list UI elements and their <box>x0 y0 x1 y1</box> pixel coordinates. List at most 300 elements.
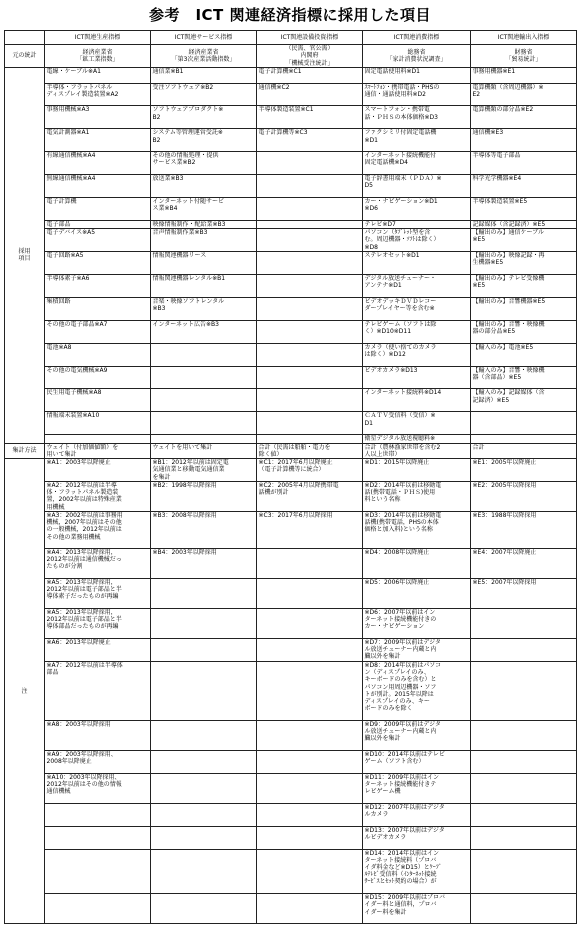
item-row <box>5 297 577 320</box>
item-row <box>5 83 577 106</box>
cell-line: 衛星デジタル放送視聴料※ <box>364 435 436 443</box>
cell-line: 情報関連機器レンタル※B1 <box>152 275 226 283</box>
cell-line: ｻｰﾋﾞｽとｾｯﾄ契約の場合）が <box>364 878 437 886</box>
item-cell <box>45 435 151 443</box>
item-cell <box>363 220 471 228</box>
item-cell <box>257 275 363 298</box>
cell-line: インターネット接続料※D14 <box>364 389 442 397</box>
cell-line: 2008年以降廃止 <box>46 758 92 766</box>
cell-line: 用機械 <box>46 503 65 511</box>
item-cell <box>363 366 471 389</box>
cell-line: イダー料と通信料，プロバ <box>364 901 437 909</box>
item-row <box>5 106 577 129</box>
cell-line: インターネット広告※B3 <box>152 320 219 328</box>
note-cell <box>151 720 257 750</box>
cell-line: D5 <box>364 182 373 190</box>
note-cell <box>151 849 257 894</box>
cell-line: ソフトウェアプロダクト※ <box>152 106 224 114</box>
cell-line: 通信業※B1 <box>152 68 184 75</box>
item-cell <box>363 152 471 175</box>
cell-line: 集積回路 <box>46 297 71 305</box>
cell-line: 電子回路※A5 <box>46 252 84 260</box>
column-header: ICT関連設備投資指標 <box>257 31 363 45</box>
cell-line: 財務省 <box>514 48 533 56</box>
cell-line: む。周辺機器・ｿﾌﾄは除く） <box>364 236 440 244</box>
cell-line: カメラ（使い捨てのカメラ <box>364 343 437 351</box>
cell-line: 電子計算機等※C3 <box>258 129 308 137</box>
note-cell <box>257 720 363 750</box>
note-cell <box>471 826 577 849</box>
item-cell <box>45 152 151 175</box>
cell-line: 話機が別計 <box>258 489 289 497</box>
note-cell <box>45 609 151 639</box>
row-label-source: 元の統計 <box>5 45 45 68</box>
item-row <box>5 389 577 412</box>
cell-line: 部品 <box>46 669 59 677</box>
cell-line: ※A4：2013年以降採用， <box>46 549 117 557</box>
note-cell <box>45 826 151 849</box>
cell-line: 半導体製造装置※C1 <box>258 106 314 114</box>
item-cell <box>471 198 577 221</box>
cell-line: デジタル放送チューナー・ <box>364 275 436 283</box>
note-row <box>5 609 577 639</box>
cell-line: ﾙﾃﾚﾋﾞ受信料（ｲﾝﾀｰﾈｯﾄ接続 <box>364 871 437 879</box>
cell-line: ※E5：2007年以降採用 <box>472 579 537 587</box>
cell-line: ルカメラ <box>364 811 389 819</box>
item-cell <box>471 68 577 84</box>
item-row <box>5 68 577 84</box>
cell-line: 「機械受注統計」 <box>285 59 334 67</box>
note-cell <box>363 661 471 720</box>
item-cell <box>45 129 151 152</box>
note-row <box>5 826 577 849</box>
cell-line: ※B3：2008年以降採用 <box>152 512 217 520</box>
cell-line: ※A6：2013年以降廃止 <box>46 639 111 647</box>
item-cell <box>257 435 363 443</box>
cell-line: 導体素子だったものが再編 <box>46 593 119 601</box>
cell-line: 人以上世帯） <box>364 450 401 458</box>
note-cell <box>45 773 151 803</box>
cell-line: B2 <box>152 136 161 144</box>
cell-line: 2012年以前は電子部品と半 <box>46 586 122 594</box>
note-cell <box>471 459 577 482</box>
item-cell <box>151 229 257 252</box>
item-cell <box>471 106 577 129</box>
item-cell <box>257 220 363 228</box>
item-cell <box>45 343 151 366</box>
cell-line: ※D6 <box>364 205 378 213</box>
cell-line: その他の情報処理・提供 <box>152 152 219 160</box>
cell-line: ※D2：2014年以前は移動電 <box>364 482 442 490</box>
cell-line: 話(携帯電話・ＰＨＳ)使用 <box>364 489 436 497</box>
item-cell <box>257 252 363 275</box>
cell-line: 合計 <box>472 443 485 451</box>
cell-line: ルビデオカメラ <box>364 833 407 841</box>
item-cell <box>471 83 577 106</box>
item-cell <box>363 252 471 275</box>
cell-line: ステレオセット※D1 <box>364 252 420 260</box>
note-cell <box>257 482 363 512</box>
note-cell <box>151 639 257 662</box>
source-statistic <box>151 45 257 68</box>
item-cell <box>363 343 471 366</box>
note-cell <box>45 849 151 894</box>
column-header: ICT関連消費指標 <box>363 31 471 45</box>
cell-line: ※D14：2014年以前はイン <box>364 849 440 857</box>
cell-line: ※E1：2005年以降廃止 <box>472 459 537 467</box>
note-cell <box>257 579 363 609</box>
cell-line: 通信機械 <box>46 788 71 796</box>
item-row <box>5 152 577 175</box>
note-cell <box>45 549 151 579</box>
item-cell <box>151 366 257 389</box>
cell-line: ※D10：2014年以前はテレビ <box>364 750 445 758</box>
note-cell <box>257 826 363 849</box>
item-cell <box>151 83 257 106</box>
cell-line: インターネット接続機能付 <box>364 152 436 160</box>
item-cell <box>471 229 577 252</box>
note-cell <box>151 894 257 924</box>
cell-line: 電子計算機 <box>46 198 77 206</box>
note-row <box>5 459 577 482</box>
cell-line: 「鉱工業指数」 <box>76 56 119 63</box>
item-cell <box>257 106 363 129</box>
cell-line: ※A8：2003年以降採用 <box>46 720 111 728</box>
item-cell <box>363 198 471 221</box>
cell-line: 臓以外を集計 <box>364 735 401 743</box>
item-cell <box>257 320 363 343</box>
note-cell <box>257 849 363 894</box>
item-row <box>5 198 577 221</box>
item-cell <box>45 297 151 320</box>
cell-line: カー・ナビゲーション※D1 <box>364 198 438 206</box>
note-row <box>5 661 577 720</box>
cell-line: テレビ※D7 <box>364 220 396 228</box>
item-cell <box>45 106 151 129</box>
cell-line: ※A7：2012年以前は半導体 <box>46 661 123 669</box>
cell-line: 生機器※E5 <box>472 259 504 267</box>
item-cell <box>363 275 471 298</box>
note-cell <box>363 750 471 773</box>
note-cell <box>363 894 471 924</box>
note-cell <box>151 773 257 803</box>
cell-line: 置，2002年以前は特殊産業 <box>46 496 122 504</box>
item-cell <box>363 320 471 343</box>
cell-line: 器（含部品）※E5 <box>472 373 522 381</box>
item-cell <box>45 252 151 275</box>
cell-line: 記録媒体（含記録済）※E5 <box>472 220 546 228</box>
note-cell <box>363 482 471 512</box>
cell-line: ※D6：2007年以前はイン <box>364 609 436 617</box>
cell-line: スマートフォン・携帯電 <box>364 106 430 114</box>
item-cell <box>363 229 471 252</box>
cell-line: ※A10：2003年以降採用、 <box>46 773 121 781</box>
item-cell <box>257 389 363 412</box>
cell-line: ※A5：2013年以降採用， <box>46 609 117 617</box>
item-cell <box>471 389 577 412</box>
cell-line: ダープレイヤー等を含む※ <box>364 305 435 313</box>
cell-line: イダ料金など※D15）とｹｰﾌﾞ <box>364 864 442 871</box>
note-row <box>5 720 577 750</box>
cell-line: ウェイトを用いて集計 <box>152 443 213 451</box>
cell-line: の一般機械，2012年以前は <box>46 526 122 534</box>
row-label-line: 採用 <box>18 248 31 256</box>
note-cell <box>471 661 577 720</box>
item-cell <box>45 412 151 435</box>
cell-line: その他の電子部品※A7 <box>46 320 108 328</box>
cell-line: 器の部分品※E5 <box>472 328 516 335</box>
cell-line: キーボードのみを含む）と <box>364 676 437 684</box>
note-cell <box>471 482 577 512</box>
item-cell <box>45 389 151 412</box>
cell-line: 電子デバイス※A5 <box>46 229 96 237</box>
cell-line: 電子部品 <box>46 220 71 228</box>
cell-line: ル放送チューナー内蔵と内 <box>364 728 437 736</box>
cell-line: （電子計算機等に統合） <box>258 466 325 474</box>
cell-line: 音声情報制作業※B3 <box>152 229 208 237</box>
note-cell <box>151 579 257 609</box>
cell-line: く）※D10※D11 <box>364 328 412 335</box>
cell-line: たものが分割 <box>46 563 83 571</box>
item-cell <box>257 412 363 435</box>
cell-line: ※D1 <box>364 136 378 144</box>
note-cell <box>471 773 577 803</box>
cell-line: イダー料を集計 <box>364 908 407 916</box>
note-row <box>5 549 577 579</box>
note-cell <box>151 512 257 549</box>
item-cell <box>151 412 257 435</box>
cell-line: ターネット接続料（プロバ <box>364 856 437 864</box>
cell-line: ゲーム（ソフト含む） <box>364 758 425 766</box>
note-cell <box>151 459 257 482</box>
note-cell <box>257 894 363 924</box>
cell-line: B2 <box>152 113 161 121</box>
note-cell <box>471 609 577 639</box>
item-cell <box>151 389 257 412</box>
cell-line: 用いて集計 <box>46 450 77 458</box>
note-cell <box>471 720 577 750</box>
note-cell <box>45 579 151 609</box>
item-row <box>5 129 577 152</box>
cell-line: ディスプレイのみ、キー <box>364 697 430 705</box>
cell-line: 電子計算機※C1 <box>258 68 302 75</box>
cell-line: カー・ナビゲーション <box>364 623 425 631</box>
cell-line: サービス業※B2 <box>152 159 196 167</box>
cell-line: ※D12：2007年以前はデジタ <box>364 803 445 811</box>
item-cell <box>257 175 363 198</box>
note-cell <box>471 639 577 662</box>
cell-line: 電算機類（含周辺機器）※ <box>472 83 544 91</box>
item-cell <box>363 68 471 84</box>
cell-line: 受注ソフトウェア※B2 <box>152 83 214 91</box>
cell-line: 【輸入のみ】電池※E5 <box>472 343 534 351</box>
note-row <box>5 773 577 803</box>
item-cell <box>471 366 577 389</box>
note-cell <box>151 803 257 826</box>
note-cell <box>257 750 363 773</box>
item-cell <box>151 320 257 343</box>
note-cell <box>363 579 471 609</box>
cell-line: 事務用機器※E1 <box>472 68 516 75</box>
item-cell <box>151 198 257 221</box>
note-cell <box>257 639 363 662</box>
note-cell <box>471 750 577 773</box>
item-row <box>5 220 577 228</box>
cell-line: 固定電話機※D4 <box>364 159 408 167</box>
cell-line: 導体部品だったものが再編 <box>46 623 119 631</box>
cell-line: 【輸出のみ】テレビ受像機 <box>472 275 545 283</box>
item-cell <box>471 129 577 152</box>
method-cell <box>151 443 257 459</box>
item-cell <box>363 435 471 443</box>
note-row <box>5 894 577 924</box>
cell-line: 民生用電子機械※A8 <box>46 389 102 397</box>
cell-line: 半導体製造装置※E5 <box>472 198 528 206</box>
note-cell <box>151 482 257 512</box>
method-cell <box>363 443 471 459</box>
item-cell <box>151 220 257 228</box>
note-cell <box>45 720 151 750</box>
note-cell <box>471 849 577 894</box>
item-cell <box>363 106 471 129</box>
corner-cell <box>5 31 45 45</box>
note-cell <box>151 549 257 579</box>
item-cell <box>471 412 577 435</box>
item-row <box>5 343 577 366</box>
cell-line: 機械，2007年以前はその他 <box>46 519 122 527</box>
source-statistic <box>45 45 151 68</box>
item-cell <box>471 220 577 228</box>
item-row <box>5 275 577 298</box>
note-cell <box>363 849 471 894</box>
cell-line: 半導体・フラットパネル <box>46 83 113 91</box>
cell-line: 【輸出のみ】映像記録・再 <box>472 252 545 260</box>
cell-line: 有線通信機械※A4 <box>46 152 96 160</box>
note-cell <box>363 512 471 549</box>
note-cell <box>257 549 363 579</box>
item-cell <box>151 343 257 366</box>
cell-line: 【輸出のみ】音響・映像機 <box>472 320 545 328</box>
cell-line: ※D3：2014年以前は移動電 <box>364 512 442 520</box>
cell-line: トが別計。2015年以降は <box>364 690 434 698</box>
item-cell <box>151 129 257 152</box>
item-cell <box>151 175 257 198</box>
note-row <box>5 750 577 773</box>
cell-line: ※A2：2012年以前は半導 <box>46 482 117 490</box>
note-cell <box>151 661 257 720</box>
cell-line: 電算機類の部分品※E2 <box>472 106 534 114</box>
cell-line: パソコン用周辺機器・ソフ <box>364 683 437 691</box>
cell-line: ※A3：2002年以前は事務用 <box>46 512 123 520</box>
item-cell <box>151 435 257 443</box>
cell-line: 2012年以前は通信機械だっ <box>46 556 122 564</box>
source-statistic <box>471 45 577 68</box>
item-row <box>5 175 577 198</box>
item-cell <box>363 297 471 320</box>
note-cell <box>151 609 257 639</box>
note-cell <box>151 826 257 849</box>
header-row <box>5 31 577 45</box>
cell-line: 料という名称 <box>364 496 401 504</box>
note-cell <box>363 826 471 849</box>
item-row <box>5 412 577 435</box>
item-cell <box>257 68 363 84</box>
cell-line: 除く値） <box>258 450 283 458</box>
cell-line: D1 <box>364 419 373 427</box>
cell-line: ※D5：2006年以降廃止 <box>364 579 430 587</box>
cell-line: ※A1：2003年以降廃止 <box>46 459 111 467</box>
item-cell <box>257 129 363 152</box>
cell-line: 「貿易統計」 <box>505 56 542 63</box>
cell-line: 電線・ケーブル※A1 <box>46 68 101 75</box>
cell-line: ※C1：2017年6月以降廃止 <box>258 459 333 467</box>
cell-line: レビゲーム機 <box>364 788 401 796</box>
item-cell <box>45 275 151 298</box>
cell-line: 合計（農林漁家世帯を含む2 <box>364 443 441 451</box>
item-cell <box>471 175 577 198</box>
item-cell <box>471 275 577 298</box>
cell-line: ※D8：2014年以前はパソコ <box>364 661 442 669</box>
note-cell <box>257 803 363 826</box>
cell-line: E2 <box>472 90 481 98</box>
cell-line: 2012年以前は電子部品と半 <box>46 616 122 624</box>
item-cell <box>151 252 257 275</box>
cell-line: ※D13：2007年以前はデジタ <box>364 826 445 834</box>
cell-line: ※B2：1998年以降採用 <box>152 482 217 490</box>
note-cell <box>257 773 363 803</box>
item-cell <box>363 389 471 412</box>
source-row <box>5 45 577 68</box>
item-cell <box>257 198 363 221</box>
cell-line: ス業※B4 <box>152 205 178 213</box>
cell-line: 体・フラットパネル製造装 <box>46 489 119 497</box>
cell-line: ※D4：2008年以降廃止 <box>364 549 430 557</box>
item-cell <box>45 229 151 252</box>
item-cell <box>257 83 363 106</box>
item-row <box>5 252 577 275</box>
item-cell <box>151 297 257 320</box>
item-cell <box>363 129 471 152</box>
item-cell <box>471 320 577 343</box>
cell-line: ｽﾏｰﾄﾌｫﾝ・携帯電話・PHSの <box>364 83 440 91</box>
item-cell <box>363 412 471 435</box>
item-cell <box>45 366 151 389</box>
item-cell <box>471 435 577 443</box>
item-cell <box>257 229 363 252</box>
note-row <box>5 512 577 549</box>
cell-line: ディスプレイ製造装置※A2 <box>46 90 119 98</box>
item-cell <box>45 68 151 84</box>
note-cell <box>471 803 577 826</box>
row-label-line: 項目 <box>18 255 31 263</box>
note-row <box>5 849 577 894</box>
ict-indicator-table-wrapper <box>4 30 576 924</box>
column-header: ICT関連生産指標 <box>45 31 151 45</box>
cell-line: 【輸出のみ】音響機器※E5 <box>472 297 546 305</box>
item-cell <box>257 343 363 366</box>
item-cell <box>45 83 151 106</box>
cell-line: 合計（民需は船舶・電力を <box>258 443 331 451</box>
note-cell <box>45 459 151 482</box>
cell-line: ※E2：2005年以降採用 <box>472 482 537 490</box>
cell-line: ※C2：2005年4月以降携帯電 <box>258 482 339 490</box>
cell-line: ※D15：2009年以前はプロバ <box>364 894 446 902</box>
cell-line: ル放送チューナー内蔵と内 <box>364 646 437 654</box>
note-cell <box>363 720 471 750</box>
cell-line: その他の電気機械※A9 <box>46 366 108 374</box>
note-cell <box>257 459 363 482</box>
item-cell <box>363 175 471 198</box>
